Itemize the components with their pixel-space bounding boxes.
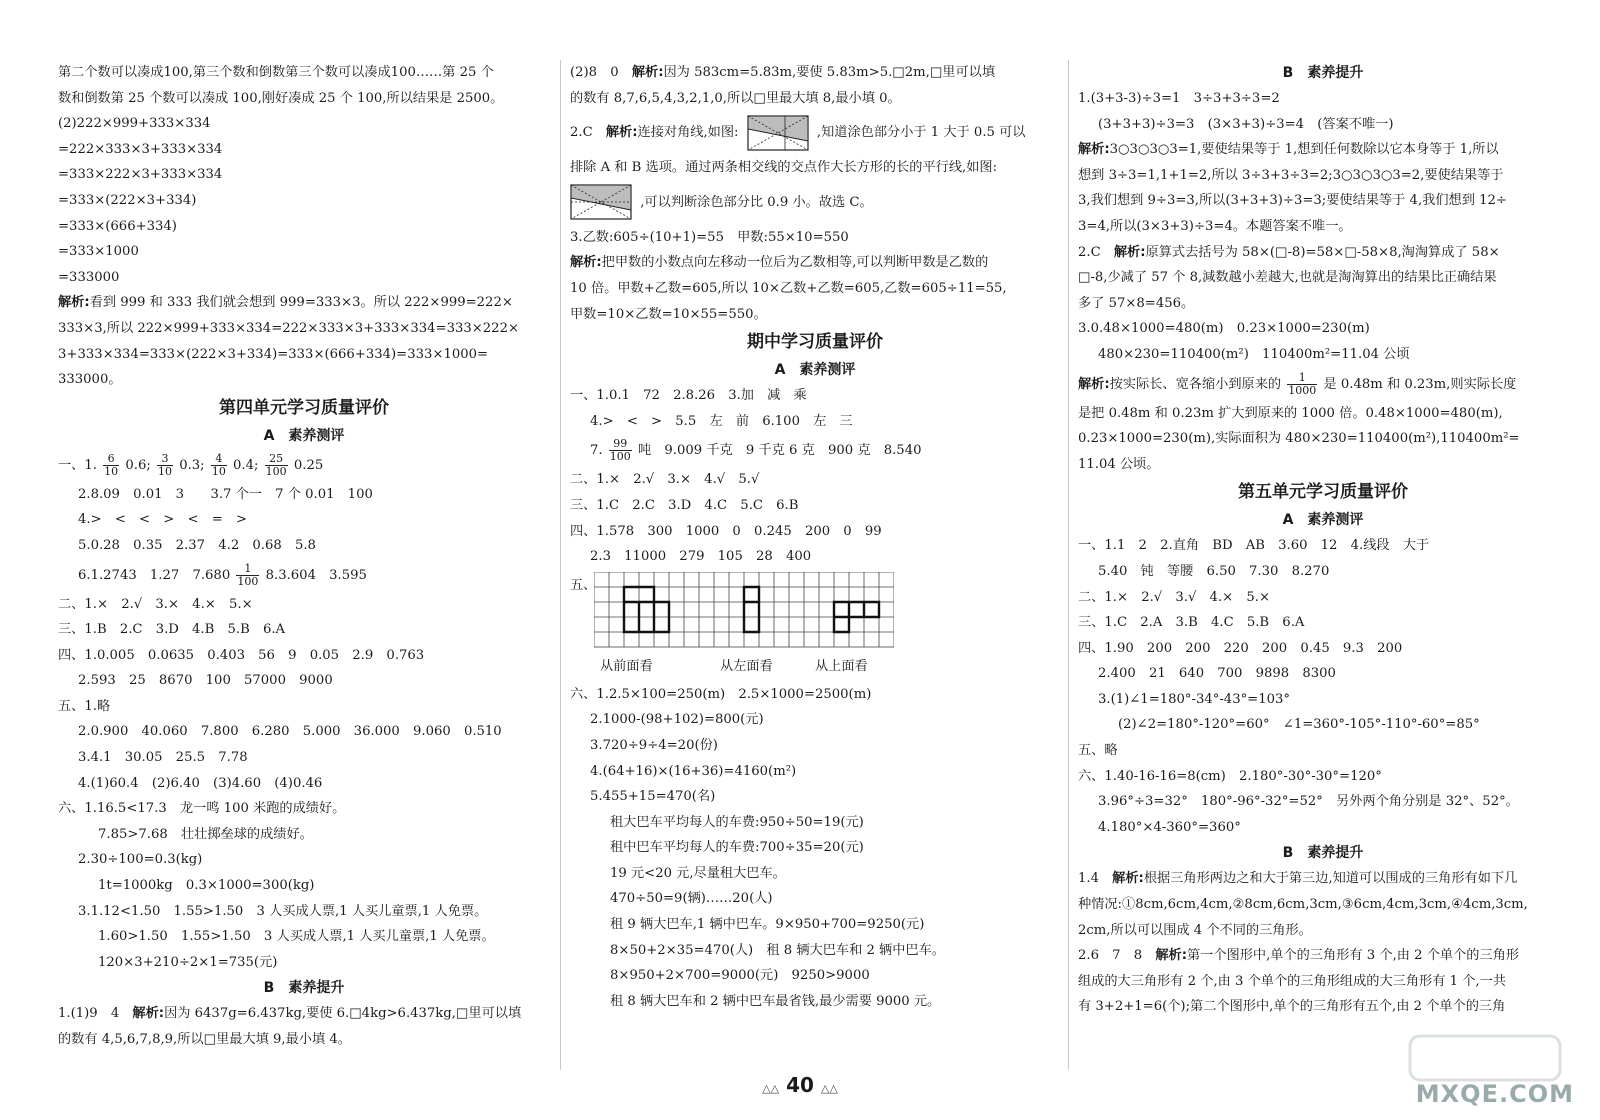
fraction	[609, 438, 632, 463]
text-line: 2.400 21 640 700 9898 8300	[1098, 666, 1336, 682]
page-number	[0, 1073, 1600, 1097]
fraction	[103, 453, 119, 478]
text-line: (2)∠2=180°-120°=60° ∠1=360°-105°-110°-60°=85°	[1118, 717, 1480, 733]
analysis-label: 解析:	[132, 1006, 165, 1022]
text-line: 组成的大三角形有 2 个,由 3 个单个的三角形组成的大三角形有 1 个,一共	[1078, 973, 1506, 989]
text-line	[570, 434, 1060, 467]
text-line: =222×333×3+333×334	[58, 141, 223, 157]
analysis-label: 解析:	[605, 125, 638, 141]
numerator: 3	[157, 453, 173, 466]
text-line: 5.0.28 0.35 2.37 4.2 0.68 5.8	[78, 537, 316, 553]
text-line	[570, 60, 1060, 86]
numerator: 6	[103, 453, 119, 466]
text-line	[58, 1001, 550, 1027]
text-line: 480×230=110400(m²) 110400m²=11.04 公顷	[1098, 346, 1410, 362]
text-line: 租大巴车平均每人的车费:950÷50=19(元)	[610, 814, 864, 830]
text-span: ,可以判断涂色部分比 0.9 小。故选 C。	[640, 194, 873, 210]
denominator: 100	[237, 574, 259, 588]
text-line	[570, 181, 1060, 225]
text-line: 11.04 公顷。	[1078, 456, 1160, 472]
text-span: 是 0.48m 和 0.23m,则实际长度	[1323, 376, 1517, 392]
left-column	[58, 60, 550, 1053]
right-column	[1078, 60, 1568, 1020]
grid-figure	[570, 570, 1060, 652]
text-line: 4.(64+16)×(16+36)=4160(m²)	[590, 763, 797, 779]
middle-column	[570, 60, 1060, 1014]
text-line: 三、1.C 2.C 3.D 4.C 5.C 6.B	[570, 497, 799, 513]
fraction	[236, 563, 259, 588]
text-line: 三、1.C 2.A 3.B 4.C 5.B 6.A	[1078, 615, 1305, 631]
text-line: □-8,少减了 57 个 8,減数越小差越大,也就是淘淘算出的结果比正确结果	[1078, 270, 1497, 286]
text-span: 6.1.2743 1.27 7.680	[78, 567, 231, 583]
analysis-label: 解析:	[1112, 871, 1144, 887]
text-line: =333×(222×3+334)	[58, 192, 197, 208]
text-line: 的数有 4,5,6,7,8,9,所以□里最大填 9,最小填 4。	[58, 1032, 351, 1047]
numerator: 99	[609, 438, 632, 451]
numerator: 1	[1287, 372, 1317, 385]
text-line	[1078, 866, 1568, 892]
text-line: 六、1.40-16-16=8(cm) 2.180°-30°-30°=120°	[1078, 768, 1382, 784]
text-line: 第二个数可以凑成100,第三个数和倒数第三个数可以凑成100……第 25 个	[58, 65, 494, 80]
text-line: 5.455+15=470(名)	[590, 789, 716, 805]
text-line: 租 9 辆大巴车,1 辆中巴车。9×950+700=9250(元)	[610, 917, 925, 933]
fraction	[265, 453, 288, 478]
text-line: 多了 57×8=456。	[1078, 295, 1195, 311]
text-span: 1.(1)9 4	[58, 1006, 133, 1022]
text-line: 1.(3+3-3)÷3=1 3÷3+3÷3=2	[1078, 91, 1280, 106]
text-line: 一、1.0.1 72 2.8.26 3.加 减 乘	[570, 388, 807, 404]
text-line: 四、1.90 200 200 220 200 0.45 9.3 200	[1078, 640, 1403, 656]
text-span: 2.6 7 8	[1078, 948, 1156, 964]
text-line: 租中巴车平均每人的车费:700÷35=20(元)	[610, 840, 864, 856]
text-line: =333×1000	[58, 244, 139, 260]
analysis-label: 解析:	[1113, 244, 1146, 260]
section-title: 第五单元学习质量评价	[1238, 482, 1408, 503]
text-line	[1078, 137, 1568, 163]
text-line: =333×(666+334)	[58, 218, 177, 234]
section-title: 期中学习质量评价	[747, 332, 883, 353]
text-span: 原算式去括号为 58×(□-8)=58×□-58×8,淘淘算成了 58×	[1145, 244, 1500, 260]
text-line: 4.> < > 5.5 左 前 6.100 左 三	[590, 413, 853, 429]
text-line: 五、略	[1078, 743, 1118, 759]
text-line: 是把 0.48m 和 0.23m 扩大到原来的 1000 倍。0.48×1000=480(m),	[1078, 405, 1503, 421]
text-line: 四、1.578 300 1000 0 0.245 200 0 99	[570, 523, 882, 539]
denominator: 10	[211, 464, 226, 478]
text-span: 因为 583cm=5.83m,要使 5.83m>5.□2m,□里可以填	[663, 65, 996, 80]
analysis-label: 解析:	[1155, 948, 1187, 964]
denominator: 100	[609, 450, 631, 464]
subsection-title: A 素养测评	[774, 362, 856, 379]
text-line: 三、1.B 2.C 3.D 4.B 5.B 6.A	[58, 622, 286, 638]
text-line: 2.3 11000 279 105 28 400	[590, 549, 812, 565]
text-line: 2.8.09 0.01 3 3.7 个一 7 个 0.01 100	[78, 486, 373, 502]
view-labels	[570, 652, 1060, 682]
column-divider	[1068, 60, 1069, 1070]
rectangle-diagonal-diagram	[747, 115, 809, 151]
text-span: 根据三角形两边之和大于第三边,知道可以围成的三角形有如下几	[1143, 871, 1518, 887]
fraction	[211, 453, 227, 478]
subsection-title: B 素养提升	[1282, 65, 1364, 81]
denominator: 10	[158, 464, 172, 478]
view-grid-drawing	[594, 572, 894, 650]
text-span: 2.C	[1078, 244, 1114, 260]
fraction	[157, 453, 173, 478]
text-line: 10 倍。甲数+乙数=605,所以 10×乙数+乙数=605,乙数=605÷11=55,	[570, 280, 1007, 296]
section-title: 第四单元学习质量评价	[219, 397, 389, 418]
denominator: 10	[104, 464, 119, 478]
text-span: 把甲数的小数点向左移动一位后为乙数相等,可以判断甲数是乙数的	[601, 255, 989, 271]
text-span: 0.25	[293, 457, 324, 473]
text-line: 4.> < < > < = >	[78, 512, 248, 528]
view-label: 从上面看	[815, 658, 868, 674]
text-span: 3○3○3○3=1,要使结果等于 1,想到任何数除以它本身等于 1,所以	[1109, 142, 1499, 158]
text-line: 8×50+2×35=470(人) 租 8 辆大巴车和 2 辆中巴车。	[610, 942, 945, 958]
text-line: 3.乙数:605÷(10+1)=55 甲数:55×10=550	[570, 229, 849, 245]
text-line: 种情况:①8cm,6cm,4cm,②8cm,6cm,3cm,③6cm,4cm,3cm,④4cm,3cm,	[1078, 897, 1528, 913]
text-line: 1t=1000kg 0.3×1000=300(kg)	[98, 878, 315, 894]
page-number-ornament: △△	[820, 1082, 838, 1095]
text-span: 2.C	[570, 125, 606, 141]
question-number: 五、	[570, 577, 597, 593]
text-line: 2.30÷100=0.3(kg)	[78, 852, 203, 868]
text-line: (2)222×999+333×334	[58, 116, 211, 132]
text-line	[58, 559, 550, 592]
text-span: 0.6;	[125, 457, 151, 473]
text-line	[1078, 368, 1568, 401]
text-line: 4.180°×4-360°=360°	[1098, 819, 1241, 835]
denominator: 1000	[1288, 383, 1317, 397]
text-span: 第一个图形中,单个的三角形有 3 个,由 2 个单个的三角形	[1186, 948, 1520, 964]
text-line: 想到 3÷3=1,1+1=2,所以 3÷3+3÷3=2;3○3○3○3=2,要使结果等于	[1078, 167, 1504, 183]
text-line: 7.85>7.68 壮壮掷垒球的成绩好。	[98, 826, 313, 842]
text-line: 五、1.略	[58, 698, 111, 714]
text-line: 六、1.16.5<17.3 龙一鸣 100 米跑的成绩好。	[58, 801, 346, 817]
text-span: 8.3.604 3.595	[265, 567, 367, 583]
text-line: 19 元<20 元,尽量租大巴车。	[610, 865, 786, 881]
text-line: 0.23×1000=230(m),实际面积为 480×230=110400(m²),110400m²=	[1078, 431, 1520, 447]
text-line: 2.593 25 8670 100 57000 9000	[78, 673, 333, 689]
fraction	[1287, 372, 1317, 397]
subsection-title: B 素养提升	[263, 980, 345, 997]
numerator: 4	[211, 453, 227, 466]
text-line	[58, 290, 550, 316]
text-line	[1078, 240, 1568, 266]
text-line	[58, 449, 550, 482]
text-span: 看到 999 和 333 我们就会想到 999=333×3。所以 222×999=222×	[89, 295, 513, 311]
text-line: 3.96°÷3=32° 180°-96°-32°=52° 另外两个角分别是 32°、52°。	[1098, 794, 1519, 810]
text-line: 二、1.× 2.√ 3.× 4.× 5.×	[58, 596, 253, 612]
text-line: 的数有 8,7,6,5,4,3,2,1,0,所以□里最大填 8,最小填 0。	[570, 90, 901, 106]
text-line: 3,我们想到 9÷3=3,所以(3+3+3)÷3=3;要使结果等于 4,我们想到 12÷	[1078, 193, 1507, 209]
analysis-label: 解析:	[570, 255, 602, 271]
subsection-title: A 素养测评	[263, 427, 345, 444]
text-line: 有 3+2+1=6(个);第二个图形中,单个的三角形有五个,由 2 个单个的三角	[1078, 999, 1506, 1015]
text-line: 470÷50=9(辆)……20(人)	[610, 891, 773, 907]
text-line: 3+333×334=333×(222×3+334)=333×(666+334)=333×1000=	[58, 346, 489, 362]
text-line: 六、1.2.5×100=250(m) 2.5×1000=2500(m)	[570, 686, 872, 702]
text-line: (3+3+3)÷3=3 (3×3+3)÷3=4 (答案不唯一)	[1098, 116, 1394, 132]
text-line: 333×3,所以 222×999+333×334=222×333×3+333×334=333×222×	[58, 320, 520, 336]
text-line: 一、1.1 2 2.直角 BD AB 3.60 12 4.线段 大于	[1078, 538, 1430, 554]
text-line: 3.1.12<1.50 1.55>1.50 3 人买成人票,1 人买儿童票,1 人免票。	[78, 903, 488, 919]
text-line: 甲数=10×乙数=10×55=550。	[570, 306, 767, 322]
text-line	[1078, 943, 1568, 969]
text-span: 1.4	[1078, 871, 1113, 887]
text-line: 4.(1)60.4 (2)6.40 (3)4.60 (4)0.46	[78, 775, 323, 791]
analysis-label: 解析:	[1078, 376, 1110, 392]
view-label: 从前面看	[600, 658, 653, 674]
analysis-label: 解析:	[631, 65, 664, 80]
view-label: 从左面看	[720, 658, 773, 674]
text-line: 租 8 辆大巴车和 2 辆中巴车最省钱,最少需要 9000 元。	[610, 993, 941, 1009]
text-line	[570, 111, 1060, 155]
text-line: 2cm,所以可以围成 4 个不同的三角形。	[1078, 922, 1312, 938]
column-divider	[560, 60, 561, 1070]
text-span: 0.3;	[179, 457, 205, 473]
text-line: 3.(1)∠1=180°-34°-43°=103°	[1098, 691, 1290, 707]
text-span: 按实际长、宽各缩小到原来的	[1109, 376, 1282, 392]
denominator: 100	[265, 464, 287, 478]
text-span: 一、1.	[58, 457, 97, 473]
text-line: 5.40 钝 等腰 6.50 7.30 8.270	[1098, 563, 1330, 579]
text-line: 2.1000-(98+102)=800(元)	[590, 712, 764, 728]
text-line: 二、1.× 2.√ 3.√ 4.× 5.×	[1078, 589, 1270, 605]
text-span: 连接对角线,如图:	[637, 125, 739, 141]
text-line: 333000。	[58, 372, 122, 388]
text-line: 2.0.900 40.060 7.800 6.280 5.000 36.000 9.060 0.510	[78, 724, 502, 740]
text-line: 二、1.× 2.√ 3.× 4.√ 5.√	[570, 472, 760, 488]
numerator: 25	[265, 453, 288, 466]
text-line: 数和倒数第 25 个数可以凑成 100,刚好凑成 25 个 100,所以结果是 2500。	[58, 90, 504, 106]
page-number-ornament: △△	[762, 1082, 780, 1095]
text-line: 3.0.48×1000=480(m) 0.23×1000=230(m)	[1078, 321, 1370, 337]
numerator: 1	[236, 563, 259, 576]
text-line: =333000	[58, 269, 120, 285]
text-span: (2)8 0	[570, 65, 632, 80]
text-line: 四、1.0.005 0.0635 0.403 56 9 0.05 2.9 0.763	[58, 647, 425, 663]
subsection-title: B 素养提升	[1282, 845, 1364, 862]
analysis-label: 解析:	[1078, 142, 1110, 158]
text-line	[570, 250, 1060, 276]
text-span: ,知道涂色部分小于 1 大于 0.5 可以	[816, 125, 1026, 141]
text-line: 1.60>1.50 1.55>1.50 3 人买成人票,1 人买儿童票,1 人免票。	[98, 929, 495, 945]
text-line: 120×3+210÷2×1=735(元)	[98, 954, 278, 970]
rectangle-parallel-diagram	[570, 184, 632, 220]
text-span: 0.4;	[233, 457, 259, 473]
text-line: 3.4.1 30.05 25.5 7.78	[78, 750, 248, 766]
text-line: 8×950+2×700=9000(元) 9250>9000	[610, 968, 870, 984]
analysis-label: 解析:	[58, 295, 90, 311]
subsection-title: A 素养测评	[1282, 512, 1364, 529]
watermark-text: MXQE.COM	[1415, 1080, 1574, 1108]
text-span: 因为 6437g=6.437kg,要使 6.□4kg>6.437kg,□里可以填	[164, 1006, 522, 1022]
text-line: 3.720÷9÷4=20(份)	[590, 737, 718, 753]
text-line: 排除 A 和 B 选项。通过两条相交线的交点作大长方形的长的平行线,如图:	[570, 160, 998, 176]
text-line: 3=4,所以(3×3+3)÷3=4。本题答案不唯一。	[1078, 218, 1352, 234]
text-span: 吨 9.009 千克 9 千克 6 克 900 克 8.540	[638, 443, 922, 459]
text-span: 7.	[590, 443, 603, 459]
page-number-value: 40	[786, 1073, 814, 1097]
text-line: =333×222×3+333×334	[58, 167, 223, 183]
